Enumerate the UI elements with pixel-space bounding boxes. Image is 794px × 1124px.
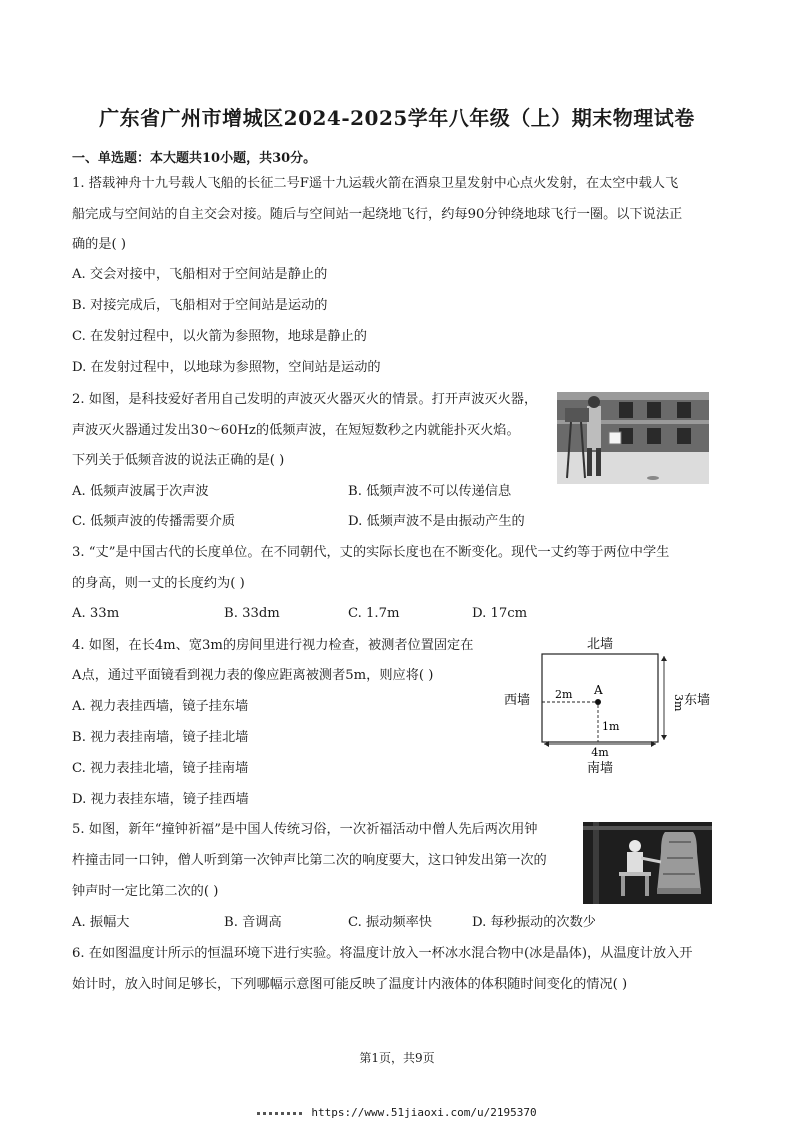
option-d: D. 17cm — [472, 606, 528, 621]
question-text-line: 4. 如图，在长4m、宽3m的房间里进行视力检查，被测者位置固定在 — [72, 638, 474, 653]
option-b: B. 对接完成后，飞船相对于空间站是运动的 — [72, 298, 328, 313]
question-text-line: 始计时，放入时间足够长，下列哪幅示意图可能反映了温度计内液体的体积随时间变化的情况( ) — [72, 977, 628, 992]
option-c: C. 低频声波的传播需要介质 — [72, 514, 236, 529]
option-a: A. 振幅大 — [72, 915, 130, 930]
section-heading: 一、单选题：本大题共10小题，共30分。 — [72, 151, 317, 166]
question-text-line: 6. 在如图温度计所示的恒温环境下进行实验。将温度计放入一杯冰水混合物中(冰是晶体)，从温度计放入开 — [72, 946, 693, 961]
option-a: A. 低频声波属于次声波 — [72, 484, 209, 499]
question-text-line: 确的是( ) — [72, 237, 127, 252]
question-text-line: 2. 如图，是科技爱好者用自己发明的声波灭火器灭火的情景。打开声波灭火器， — [72, 392, 538, 407]
option-b: B. 音调高 — [224, 915, 282, 930]
option-d: D. 每秒振动的次数少 — [472, 915, 596, 930]
option-c: C. 振动频率快 — [348, 915, 432, 930]
option-b: B. 33dm — [224, 606, 280, 621]
page-footer: 第1页，共9页 — [359, 1051, 435, 1065]
watermark-url — [0, 1106, 794, 1119]
question-text-line: A点，通过平面镜看到视力表的像应距离被测者5m，则应将( ) — [72, 668, 434, 683]
north-wall-label: 北墙 — [586, 637, 614, 652]
room-diagram — [500, 632, 720, 780]
option-d: D. 低频声波不是由振动产生的 — [348, 514, 525, 529]
option-b: B. 低频声波不可以传递信息 — [348, 484, 512, 499]
question-text-line: 1. 搭载神舟十九号载人飞船的长征二号F遥十九运载火箭在酒泉卫星发射中心点火发射，在太空中载人飞 — [72, 176, 679, 191]
option-a: A. 33m — [72, 606, 120, 621]
option-d: D. 在发射过程中，以地球为参照物，空间站是运动的 — [72, 360, 381, 375]
width-label: 3m — [672, 694, 685, 712]
question-text-line: 杵撞击同一口钟，僧人听到第一次钟声比第二次的响度要大，这口钟发出第一次的 — [72, 853, 547, 868]
point-a-label: A — [594, 683, 603, 697]
question-text-line: 船完成与空间站的自主交会对接。随后与空间站一起绕地飞行，约每90分钟绕地球飞行一圈。以下说法正 — [72, 207, 683, 222]
option-c: C. 视力表挂北墙，镜子挂南墙 — [72, 761, 249, 776]
question-text-line: 的身高，则一丈的长度约为( ) — [72, 576, 245, 591]
question-text-line: 3. “丈”是中国古代的长度单位。在不同朝代，丈的实际长度也在不断变化。现代一丈约等于两位中学生 — [72, 545, 670, 560]
west-distance-label: 2m — [555, 688, 573, 701]
question-text-line: 5. 如图，新年“撞钟祈福”是中国人传统习俗，一次祈福活动中僧人先后两次用钟 — [72, 822, 538, 837]
watermark-logo — [257, 1112, 305, 1115]
option-b: B. 视力表挂南墙，镜子挂北墙 — [72, 730, 249, 745]
option-d: D. 视力表挂东墙，镜子挂西墙 — [72, 792, 249, 807]
west-wall-label: 西墙 — [504, 693, 531, 708]
option-a: A. 交会对接中，飞船相对于空间站是静止的 — [72, 267, 328, 282]
point-a-dot — [595, 699, 601, 705]
sonic-extinguisher-photo — [557, 392, 709, 484]
question-text-line: 声波灭火器通过发出30～60Hz的低频声波，在短短数秒之内就能扑灭火焰。 — [72, 423, 520, 438]
question-text-line: 下列关于低频音波的说法正确的是( ) — [72, 453, 285, 468]
bell-ringing-photo — [583, 822, 712, 904]
watermark-url-text: https://www.51jiaoxi.com/u/2195370 — [311, 1106, 537, 1119]
length-label: 4m — [591, 746, 609, 759]
page-title: 广东省广州市增城区2024-2025学年八年级（上）期末物理试卷 — [99, 106, 695, 130]
south-distance-label: 1m — [602, 720, 620, 733]
east-wall-label: 东墙 — [684, 693, 711, 708]
option-c: C. 在发射过程中，以火箭为参照物，地球是静止的 — [72, 329, 367, 344]
option-a: A. 视力表挂西墙，镜子挂东墙 — [72, 699, 249, 714]
question-text-line: 钟声时一定比第二次的( ) — [72, 884, 219, 899]
south-wall-label: 南墙 — [586, 761, 614, 776]
option-c: C. 1.7m — [348, 606, 400, 621]
